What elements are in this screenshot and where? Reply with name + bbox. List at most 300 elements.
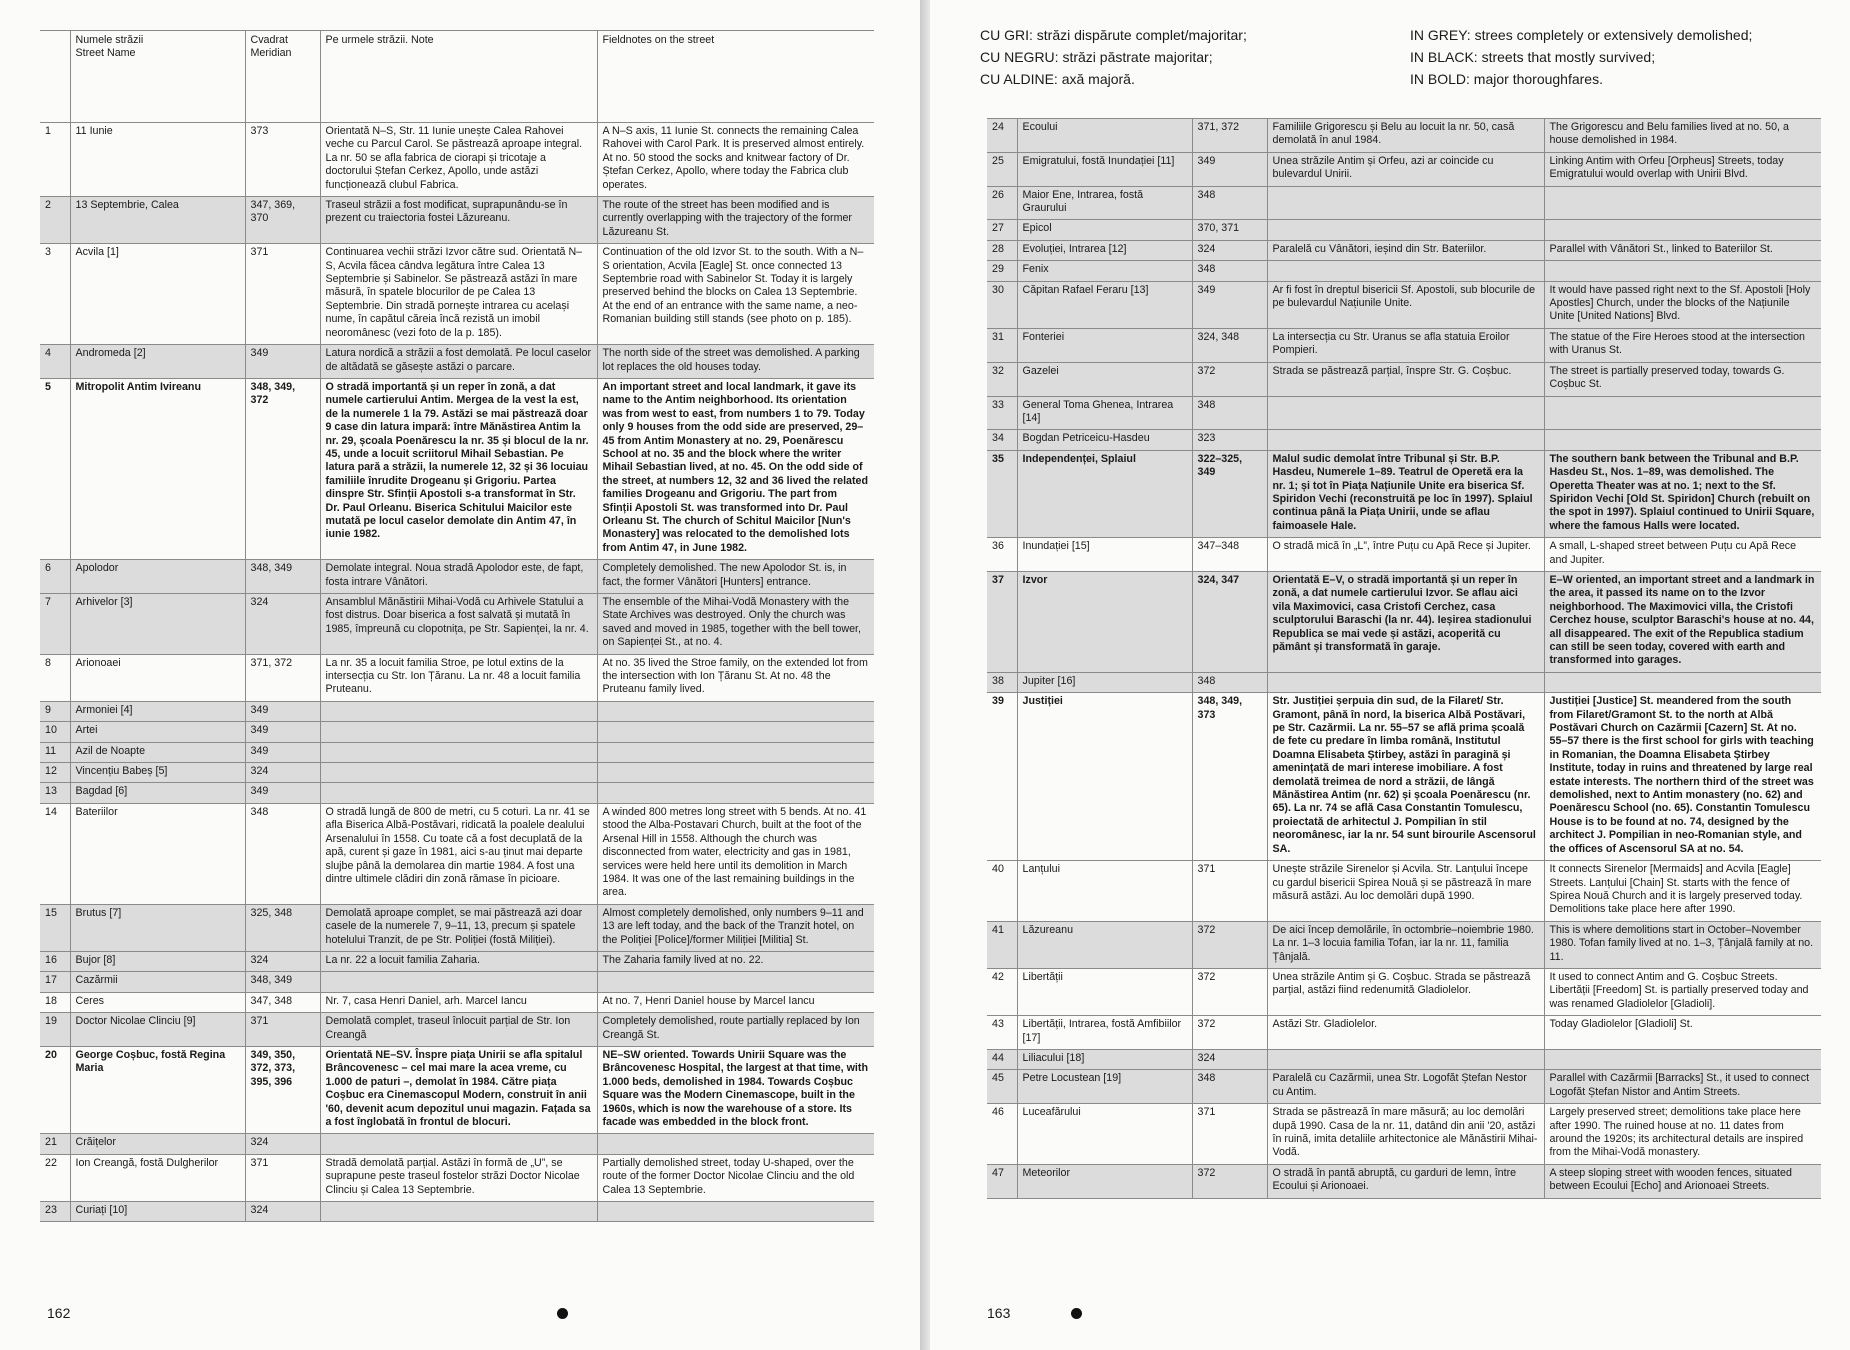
cell-notes-en [597, 763, 874, 783]
legend-line: CU NEGRU: străzi păstrate majoritar; [980, 49, 1213, 65]
cell-square: 348, 349, 372 [245, 378, 320, 559]
cell-notes-en: It connects Sirenelor [Mermaids] and Acvila [Eagle] Streets. Lanțului [Chain] St. starts with the fence of Spirea Nouă Church and it is largely preserved today. Demolitions take place here after 1990. [1544, 861, 1821, 922]
table-row [987, 1049, 1821, 1069]
cell-street-name: Evoluției, Intrarea [12] [1017, 240, 1192, 260]
cell-street-name: Libertății [1017, 968, 1192, 1015]
cell-square: 325, 348 [245, 904, 320, 951]
header-notes-en: Fieldnotes on the street [597, 31, 874, 123]
cell-notes-ro: Demolată aproape complet, se mai păstrează azi doar casele de la numerele 7, 9–11, 13, precum și spatele hotelului Tranzit, de pe Str. Poliției (fostă Miliției). [320, 904, 597, 951]
cell-square: 348 [1192, 261, 1267, 281]
table-row [40, 345, 874, 379]
cell-number: 25 [987, 152, 1017, 186]
cell-notes-en [597, 742, 874, 762]
cell-notes-ro [320, 763, 597, 783]
cell-notes-en: A small, L-shaped street between Puțu cu Apă Rece and Jupiter. [1544, 538, 1821, 572]
cell-number: 41 [987, 921, 1017, 968]
cell-notes-ro [1267, 672, 1544, 692]
table-row [987, 261, 1821, 281]
cell-notes-ro: Traseul străzii a fost modificat, suprapunându-se în prezent cu traiectoria fostei Lăzureanu. [320, 197, 597, 244]
cell-number: 20 [40, 1046, 70, 1133]
table-row [987, 240, 1821, 260]
cell-street-name: Maior Ene, Intrarea, fostă Graurului [1017, 186, 1192, 220]
cell-notes-en [1544, 220, 1821, 240]
cell-notes-en: It used to connect Antim and G. Coșbuc Streets. Libertății [Freedom] St. is partially preserved today and was renamed Gladiolelor [Gladioli]. [1544, 968, 1821, 1015]
street-table-left [40, 30, 874, 1222]
cell-street-name: Ceres [70, 992, 245, 1012]
cell-street-name: Bateriilor [70, 803, 245, 904]
cell-notes-ro [320, 722, 597, 742]
cell-number: 44 [987, 1049, 1017, 1069]
table-row [987, 1104, 1821, 1165]
cell-notes-ro: La intersecția cu Str. Uranus se afla statuia Eroilor Pompieri. [1267, 328, 1544, 362]
cell-number: 19 [40, 1013, 70, 1047]
table-row [987, 152, 1821, 186]
cell-street-name: Epicol [1017, 220, 1192, 240]
page-number: 163 [987, 1305, 1011, 1321]
cell-street-name: Mitropolit Antim Ivireanu [70, 378, 245, 559]
table-row [987, 968, 1821, 1015]
cell-notes-ro [1267, 186, 1544, 220]
cell-street-name: Lanțului [1017, 861, 1192, 922]
cell-number: 21 [40, 1134, 70, 1154]
left-page [0, 0, 920, 1350]
cell-notes-ro: Demolată complet, traseul înlocuit parțial de Str. Ion Creangă [320, 1013, 597, 1047]
street-table-right [987, 118, 1821, 1199]
cell-street-name: Gazelei [1017, 362, 1192, 396]
cell-number: 17 [40, 972, 70, 992]
cell-number: 45 [987, 1070, 1017, 1104]
cell-street-name: Fonteriei [1017, 328, 1192, 362]
cell-notes-ro: Ansamblul Mănăstirii Mihai-Vodă cu Arhivele Statului a fost distrus. Doar biserica a fost salvată și mutată în 1985, împreună cu clopotnița, pe Str. Sapienței, la nr. 4. [320, 594, 597, 655]
table-row [987, 430, 1821, 450]
cell-number: 8 [40, 654, 70, 701]
table-row [40, 244, 874, 345]
cell-street-name: Ecoului [1017, 119, 1192, 153]
cell-notes-en: The ensemble of the Mihai-Vodă Monastery with the State Archives was destroyed. Only the church was saved and moved in 1985, together with the bell tower, on Sapienței St., at no. 4. [597, 594, 874, 655]
cell-square: 371 [245, 1154, 320, 1201]
table-row [987, 281, 1821, 328]
table-row [40, 783, 874, 803]
cell-notes-ro [320, 742, 597, 762]
cell-number: 38 [987, 672, 1017, 692]
cell-number: 16 [40, 951, 70, 971]
legend-line: IN BOLD: major thoroughfares. [1410, 71, 1603, 87]
table-row [987, 328, 1821, 362]
cell-street-name: General Toma Ghenea, Intrarea [14] [1017, 396, 1192, 430]
cell-notes-en: Partially demolished street, today U-shaped, over the route of the former Doctor Nicolae Clinciu and the old Calea 13 Septembrie. [597, 1154, 874, 1201]
cell-number: 42 [987, 968, 1017, 1015]
cell-square: 348 [1192, 186, 1267, 220]
cell-number: 24 [987, 119, 1017, 153]
cell-number: 3 [40, 244, 70, 345]
cell-street-name: Fenix [1017, 261, 1192, 281]
legend-english [1410, 24, 1830, 90]
table-row [987, 1016, 1821, 1050]
cell-notes-ro: Strada se păstrează în mare măsură; au loc demolări după 1990. Casa de la nr. 11, datând din anii '20, astăzi în ruină, imita detaliile arhitectonice ale Mănăstirii Mihai-Vodă. [1267, 1104, 1544, 1165]
cell-notes-en: A N–S axis, 11 Iunie St. connects the remaining Calea Rahovei with Carol Park. It is preserved almost entirely. At no. 50 stood the socks and knitwear factory of Dr. Ștefan Cerkez, Apollo, where today the Fabrica club operates. [597, 123, 874, 197]
table-row [987, 861, 1821, 922]
cell-notes-ro: Familiile Grigorescu și Belu au locuit la nr. 50, casă demolată în anul 1984. [1267, 119, 1544, 153]
cell-square: 324 [1192, 240, 1267, 260]
cell-notes-en: At no. 7, Henri Daniel house by Marcel Iancu [597, 992, 874, 1012]
cell-number: 13 [40, 783, 70, 803]
right-page [930, 0, 1850, 1350]
table-row [987, 396, 1821, 430]
cell-notes-en: It would have passed right next to the Sf. Apostoli [Holy Apostles] Church, under the blocks of the Națiunile Unite [United Nations] Blvd. [1544, 281, 1821, 328]
cell-number: 28 [987, 240, 1017, 260]
cell-square: 349, 350, 372, 373, 395, 396 [245, 1046, 320, 1133]
cell-notes-ro: Str. Justiției șerpuia din sud, de la Filaret/ Str. Gramont, până în nord, la biserica Albă Postăvari, pe Str. Cazărmii. La nr. 55–57 se află prima școală de fete cu predare în limba română, Institutul Doamna Elisabeta Știrbey, astăzi în paragină și amenințată de mari interese imobiliare. A fost demolată treimea de nord a străzii, de lângă Mănăstirea Antim (nr. 62) și școala Poenărescu (nr. 65). La nr. 74 se află Casa Constantin Tomulescu, proiectată de arhitectul J. Pompilian în stil neoromânesc, iar la nr. 54 sunt birourile Ascensorul SA. [1267, 693, 1544, 861]
cell-square: 348, 349 [245, 560, 320, 594]
cell-square: 322–325, 349 [1192, 450, 1267, 537]
cell-square: 348 [1192, 1070, 1267, 1104]
table-row [40, 197, 874, 244]
cell-street-name: Inundației [15] [1017, 538, 1192, 572]
cell-square: 349 [245, 701, 320, 721]
cell-number: 47 [987, 1164, 1017, 1198]
cell-notes-ro: Paralelă cu Cazărmii, unea Str. Logofăt Ștefan Nestor cu Antim. [1267, 1070, 1544, 1104]
cell-number: 40 [987, 861, 1017, 922]
cell-notes-en [1544, 396, 1821, 430]
cell-notes-ro: O stradă în pantă abruptă, cu garduri de lemn, între Ecoului și Arionoaei. [1267, 1164, 1544, 1198]
cell-street-name: Andromeda [2] [70, 345, 245, 379]
cell-notes-ro: Latura nordică a străzii a fost demolată. Pe locul caselor de altădată se găsește astăzi o parcare. [320, 345, 597, 379]
cell-square: 371 [245, 1013, 320, 1047]
cell-square: 372 [1192, 921, 1267, 968]
table-row [987, 1164, 1821, 1198]
cell-notes-ro [1267, 1049, 1544, 1069]
cell-square: 349 [245, 722, 320, 742]
cell-street-name: 13 Septembrie, Calea [70, 197, 245, 244]
cell-square: 347–348 [1192, 538, 1267, 572]
cell-square: 371, 372 [245, 654, 320, 701]
cell-square: 324 [245, 763, 320, 783]
cell-street-name: Justiției [1017, 693, 1192, 861]
cell-square: 324 [245, 1202, 320, 1222]
cell-notes-ro: Strada se păstrează parțial, înspre Str. G. Coșbuc. [1267, 362, 1544, 396]
cell-notes-ro: Astăzi Str. Gladiolelor. [1267, 1016, 1544, 1050]
cell-notes-en: The street is partially preserved today, towards G. Coșbuc St. [1544, 362, 1821, 396]
cell-square: 349 [1192, 281, 1267, 328]
cell-street-name: Libertății, Intrarea, fostă Amfibiilor [17] [1017, 1016, 1192, 1050]
cell-notes-en: E–W oriented, an important street and a landmark in the area, it passed its name on to the Izvor neighborhood. The Maximovici villa, the Cristofi Cerchez house, sculptor Baraschi's house at no. 44, all disappeared. The exit of the Republica stadium can still be seen today, covered with earth and transformed into garages. [1544, 571, 1821, 672]
table-row [987, 693, 1821, 861]
legend-line: CU ALDINE: axă majoră. [980, 71, 1135, 87]
cell-street-name: Petre Locustean [19] [1017, 1070, 1192, 1104]
cell-square: 324 [245, 1134, 320, 1154]
cell-notes-en: Almost completely demolished, only numbers 9–11 and 13 are left today, and the back of the Tranzit hotel, on the Poliției [Police]/former Miliției [Militia] St. [597, 904, 874, 951]
cell-number: 39 [987, 693, 1017, 861]
cell-notes-en [597, 722, 874, 742]
cell-street-name: Meteorilor [1017, 1164, 1192, 1198]
cell-number: 9 [40, 701, 70, 721]
cell-notes-en [597, 1134, 874, 1154]
cell-notes-ro [320, 1202, 597, 1222]
cell-street-name: Independenței, Splaiul [1017, 450, 1192, 537]
cell-number: 15 [40, 904, 70, 951]
cell-number: 11 [40, 742, 70, 762]
cell-square: 324 [1192, 1049, 1267, 1069]
cell-notes-ro: O stradă importantă și un reper în zonă, a dat numele cartierului Antim. Mergea de la vest la est, de la numerele 1 la 79. Astăzi se mai păstrează doar 9 case din latura impară: între Mănăstirea Antim la nr. 29, școala Poenărescu la nr. 35 și blocul de la nr. 45, unde a locuit scriitorul Mihail Sebastian. Pe latura pară a străzii, la numerele 12, 32 și 36 locuiau familiile înrudite Drogeanu și Grigoriu. Partea dinspre Str. Sfinții Apostoli s-a transformat în Str. Dr. Paul Orleanu. Biserica Schitului Maicilor este mutată pe locul caselor demolate din Antim 47, în iunie 1982. [320, 378, 597, 559]
cell-number: 37 [987, 571, 1017, 672]
book-gutter [920, 0, 930, 1350]
cell-notes-ro: O stradă mică în „L”, între Puțu cu Apă Rece și Jupiter. [1267, 538, 1544, 572]
table-row [40, 904, 874, 951]
cell-notes-en: Parallel with Cazărmii [Barracks] St., it used to connect Logofăt Ștefan Nistor and Antim Streets. [1544, 1070, 1821, 1104]
cell-notes-ro [1267, 396, 1544, 430]
cell-square: 372 [1192, 1016, 1267, 1050]
cell-square: 323 [1192, 430, 1267, 450]
cell-notes-en [1544, 672, 1821, 692]
table-row [40, 1013, 874, 1047]
cell-notes-en: The statue of the Fire Heroes stood at the intersection with Uranus St. [1544, 328, 1821, 362]
cell-notes-ro: La nr. 22 a locuit familia Zaharia. [320, 951, 597, 971]
cell-square: 349 [245, 345, 320, 379]
cell-notes-ro: Unea străzile Antim și Orfeu, azi ar coincide cu bulevardul Unirii. [1267, 152, 1544, 186]
cell-notes-en [1544, 1049, 1821, 1069]
header-square: Cvadrat Meridian [245, 31, 320, 123]
cell-street-name: Bogdan Petriceicu-Hasdeu [1017, 430, 1192, 450]
table-row [40, 742, 874, 762]
table-row [987, 1070, 1821, 1104]
cell-number: 22 [40, 1154, 70, 1201]
cell-notes-en: The Grigorescu and Belu families lived at no. 50, a house demolished in 1984. [1544, 119, 1821, 153]
table-row [40, 722, 874, 742]
cell-number: 5 [40, 378, 70, 559]
cell-street-name: Artei [70, 722, 245, 742]
cell-notes-en [597, 1202, 874, 1222]
cell-notes-en [1544, 186, 1821, 220]
cell-number: 29 [987, 261, 1017, 281]
cell-number: 46 [987, 1104, 1017, 1165]
cell-notes-ro: Orientată N–S, Str. 11 Iunie unește Calea Rahovei veche cu Parcul Carol. Se păstrează aproape integral. La nr. 50 se afla fabrica de ciorapi și tricotaje a doctorului Ștefan Cerkez, Apollo, unde astăzi funcționează clubul Fabrica. [320, 123, 597, 197]
cell-notes-ro: Nr. 7, casa Henri Daniel, arh. Marcel Iancu [320, 992, 597, 1012]
cell-notes-ro [320, 1134, 597, 1154]
cell-street-name: Curiați [10] [70, 1202, 245, 1222]
header-street-name: Numele străzii Street Name [70, 31, 245, 123]
cell-square: 324 [245, 594, 320, 655]
cell-notes-en [597, 972, 874, 992]
cell-number: 14 [40, 803, 70, 904]
table-row [987, 450, 1821, 537]
table-row [987, 672, 1821, 692]
cell-notes-ro: O stradă lungă de 800 de metri, cu 5 coturi. La nr. 41 se afla Biserica Albă-Postăvari, ridicată la poalele dealului Arsenalului în 1558. Cu toate că a fost decuplată de la apă, curent și gaze în 1981, aici s-au ținut mai departe slujbe până la demolarea din martie 1984. A fost una dintre ultimele clădiri din zonă rămase în picioare. [320, 803, 597, 904]
table-row [987, 119, 1821, 153]
cell-notes-en: An important street and local landmark, it gave its name to the Antim neighborhood. Its orientation was from west to east, from numbers 1 to 79. Today only 9 houses from the odd side are preserved, 29–45 from Antim Monastery at no. 29, Poenărescu School at no. 35 and the block where the writer Mihail Sebastian lived, at no. 45. On the odd side of the street, at numbers 12, 32 and 36 lived the related families Drogeanu and Grigoriu. The part from Sfinții Apostoli St. was transformed into Dr. Paul Orleanu St. The church of Schitul Maicilor [Nun's Monastery] was relocated to the demolished lots from Antim 47, in June 1982. [597, 378, 874, 559]
table-row [40, 594, 874, 655]
cell-square: 371 [1192, 1104, 1267, 1165]
cell-square: 348 [245, 803, 320, 904]
page-dot-icon [1071, 1308, 1082, 1319]
table-row [987, 921, 1821, 968]
cell-notes-en: Largely preserved street; demolitions take place here after 1990. The ruined house at no. 11 dates from around the 1920s; its architectural details are inspired from the Mihai-Vodă monastery. [1544, 1104, 1821, 1165]
cell-notes-ro: Orientată NE–SV. Înspre piața Unirii se afla spitalul Brâncovenesc – cel mai mare la acea vreme, cu 1.000 de paturi –, demolat în 1984. Către piața Coșbuc era Cinemascopul Modern, construit în anii '60, devenit acum depozitul unui magazin. Fațada sa a fost înglobată în frontul de blocuri. [320, 1046, 597, 1133]
cell-street-name: Bujor [8] [70, 951, 245, 971]
cell-number: 6 [40, 560, 70, 594]
cell-notes-ro [1267, 430, 1544, 450]
table-row [40, 951, 874, 971]
cell-number: 31 [987, 328, 1017, 362]
cell-number: 35 [987, 450, 1017, 537]
header-nr [40, 31, 70, 123]
cell-square: 370, 371 [1192, 220, 1267, 240]
cell-square: 372 [1192, 968, 1267, 1015]
cell-street-name: Apolodor [70, 560, 245, 594]
cell-notes-en: The southern bank between the Tribunal and B.P. Hasdeu St., Nos. 1–89, was demolished. The Operetta Theater was at no. 1; next to the Sf. Spiridon Vechi [Old St. Spiridon] Church (rebuilt on the spot in 1997). Splaiul continued to Unirii Square, where the famous Halls were located. [1544, 450, 1821, 537]
cell-number: 4 [40, 345, 70, 379]
table-row [40, 1202, 874, 1222]
cell-notes-en [597, 701, 874, 721]
table-row [40, 654, 874, 701]
cell-street-name: Căpitan Rafael Feraru [13] [1017, 281, 1192, 328]
table-row [987, 362, 1821, 396]
table-row [40, 992, 874, 1012]
cell-number: 10 [40, 722, 70, 742]
cell-street-name: Brutus [7] [70, 904, 245, 951]
table-row [40, 763, 874, 783]
table-row [987, 186, 1821, 220]
cell-notes-en: This is where demolitions start in October–November 1980. Tofan family lived at no. 1–3, Țânjală family at no. 11. [1544, 921, 1821, 968]
cell-street-name: Armoniei [4] [70, 701, 245, 721]
cell-notes-en: The Zaharia family lived at no. 22. [597, 951, 874, 971]
cell-number: 1 [40, 123, 70, 197]
cell-street-name: 11 Iunie [70, 123, 245, 197]
cell-square: 348, 349 [245, 972, 320, 992]
cell-number: 7 [40, 594, 70, 655]
table-body-left [40, 123, 874, 1222]
cell-square: 324, 347 [1192, 571, 1267, 672]
cell-number: 34 [987, 430, 1017, 450]
table-row [40, 378, 874, 559]
cell-notes-en: Linking Antim with Orfeu [Orpheus] Streets, today Emigratului would overlap with Unirii Blvd. [1544, 152, 1821, 186]
cell-notes-ro: Demolate integral. Noua stradă Apolodor este, de fapt, fosta intrare Vânători. [320, 560, 597, 594]
cell-square: 347, 369, 370 [245, 197, 320, 244]
cell-street-name: Liliacului [18] [1017, 1049, 1192, 1069]
cell-street-name: George Coșbuc, fostă Regina Maria [70, 1046, 245, 1133]
cell-street-name: Azil de Noapte [70, 742, 245, 762]
table-row [40, 803, 874, 904]
table-row [40, 560, 874, 594]
cell-square: 349 [245, 783, 320, 803]
table-header [40, 31, 874, 123]
header-notes-ro: Pe urmele străzii. Note [320, 31, 597, 123]
page-dot-icon [557, 1308, 568, 1319]
cell-notes-en: Parallel with Vânători St., linked to Bateriilor St. [1544, 240, 1821, 260]
cell-notes-en [597, 783, 874, 803]
cell-street-name: Arhivelor [3] [70, 594, 245, 655]
cell-street-name: Bagdad [6] [70, 783, 245, 803]
cell-square: 371 [245, 244, 320, 345]
cell-number: 43 [987, 1016, 1017, 1050]
cell-notes-ro [320, 701, 597, 721]
cell-square: 372 [1192, 362, 1267, 396]
cell-street-name: Crăițelor [70, 1134, 245, 1154]
cell-notes-en: The route of the street has been modified and is currently overlapping with the trajectory of the former Lăzureanu St. [597, 197, 874, 244]
cell-notes-ro: Unea străzile Antim și G. Coșbuc. Strada se păstrează parțial, astăzi fiind redenumită Gladiolelor. [1267, 968, 1544, 1015]
cell-notes-ro: La nr. 35 a locuit familia Stroe, pe lotul extins de la intersecția cu Str. Ion Țăranu. La nr. 48 a locuit familia Pruteanu. [320, 654, 597, 701]
cell-notes-ro [320, 972, 597, 992]
cell-street-name: Acvila [1] [70, 244, 245, 345]
cell-number: 2 [40, 197, 70, 244]
cell-square: 373 [245, 123, 320, 197]
table-row [40, 972, 874, 992]
cell-notes-ro: De aici încep demolările, în octombrie–noiembrie 1980. La nr. 1–3 locuia familia Tofan, iar la nr. 11, familia Țânjală. [1267, 921, 1544, 968]
cell-notes-en: A winded 800 metres long street with 5 bends. At no. 41 stood the Alba-Postavari Church, built at the foot of the Arsenal Hill in 1558. Although the church was disconnected from water, electricity and gas in 1981, services were held here until its demolition in March 1984. It was one of the last remaining buildings in the area. [597, 803, 874, 904]
table-row [40, 1154, 874, 1201]
cell-number: 36 [987, 538, 1017, 572]
cell-square: 324 [245, 951, 320, 971]
legend-line: IN BLACK: streets that mostly survived; [1410, 49, 1656, 65]
table-row [987, 538, 1821, 572]
page-number: 162 [47, 1305, 71, 1321]
cell-notes-en: At no. 35 lived the Stroe family, on the extended lot from the intersection with Ion Țăranu St. At no. 48 the Pruteanu family lived. [597, 654, 874, 701]
cell-number: 33 [987, 396, 1017, 430]
cell-notes-ro [1267, 220, 1544, 240]
cell-notes-ro: Unește străzile Sirenelor și Acvila. Str. Lanțului începe cu gardul bisericii Spirea Nouă și se păstrează în mare măsură astăzi. Au loc demolări după 1990. [1267, 861, 1544, 922]
cell-notes-en: A steep sloping street with wooden fences, situated between Ecoului [Echo] and Arionoaei Streets. [1544, 1164, 1821, 1198]
cell-notes-ro: Stradă demolată parțial. Astăzi în formă de „U”, se suprapune peste traseul fostelor străzi Doctor Nicolae Clinciu și Calea 13 Septembrie. [320, 1154, 597, 1201]
cell-street-name: Ion Creangă, fostă Dulgherilor [70, 1154, 245, 1201]
table-row [40, 1134, 874, 1154]
table-row [987, 571, 1821, 672]
cell-notes-en: Today Gladiolelor [Gladioli] St. [1544, 1016, 1821, 1050]
cell-notes-ro: Malul sudic demolat între Tribunal și Str. B.P. Hasdeu, Numerele 1–89. Teatrul de Operetă era la nr. 1; și tot în Piața Națiunile Unite era biserica Sf. Spiridon Vechi (reconstruită pe loc în 1997). Splaiul continua până la Piața Unirii, unde se aflau faimoasele Hale. [1267, 450, 1544, 537]
cell-notes-ro: Orientată E–V, o stradă importantă și un reper în zonă, a dat numele cartierului Izvor. Se aflau aici vila Maximovici, casa Cristofi Cerchez, casa sculptorului Baraschi (la nr. 44). Ieșirea stadionului Republica se mai vede și astăzi, acoperită cu pământ și transformată în garaje. [1267, 571, 1544, 672]
table-row [987, 220, 1821, 240]
cell-street-name: Arionoaei [70, 654, 245, 701]
cell-notes-ro: Ar fi fost în dreptul bisericii Sf. Apostoli, sub blocurile de pe bulevardul Națiunile Unite. [1267, 281, 1544, 328]
table-row [40, 701, 874, 721]
legend-line: CU GRI: străzi dispărute complet/majoritar; [980, 27, 1247, 43]
cell-square: 349 [1192, 152, 1267, 186]
cell-number: 32 [987, 362, 1017, 396]
cell-notes-ro: Paralelă cu Vânători, ieșind din Str. Bateriilor. [1267, 240, 1544, 260]
cell-notes-en: The north side of the street was demolished. A parking lot replaces the old houses today. [597, 345, 874, 379]
cell-notes-en: Completely demolished, route partially replaced by Ion Creangă St. [597, 1013, 874, 1047]
cell-square: 324, 348 [1192, 328, 1267, 362]
cell-number: 30 [987, 281, 1017, 328]
legend-line: IN GREY: strees completely or extensively demolished; [1410, 27, 1753, 43]
cell-notes-en [1544, 430, 1821, 450]
cell-square: 348, 349, 373 [1192, 693, 1267, 861]
cell-notes-en: Continuation of the old Izvor St. to the south. With a N–S orientation, Acvila [Eagle] St. once connected 13 Septembrie road with Sabinelor St. Today it is largely preserved behind the blocks on Calea 13 Septembrie. At the end of an entrance with the same name, a neo-Romanian building still stands (see photo on p. 185). [597, 244, 874, 345]
cell-square: 348 [1192, 672, 1267, 692]
table-row [40, 1046, 874, 1133]
cell-square: 349 [245, 742, 320, 762]
cell-notes-en [1544, 261, 1821, 281]
cell-notes-ro: Continuarea vechii străzi Izvor către sud. Orientată N–S, Acvila făcea cândva legătura între Calea 13 Septembrie și Sabinelor. Se păstrează astăzi în mare măsură, în spatele blocurilor de pe Calea 13 Septembrie. Din stradă pornește intrarea cu același nume, în capătul căreia încă rezistă un imobil neoromânesc (vezi foto de la p. 185). [320, 244, 597, 345]
cell-street-name: Cazărmii [70, 972, 245, 992]
table-body-right [987, 119, 1821, 1199]
cell-street-name: Lăzureanu [1017, 921, 1192, 968]
cell-street-name: Jupiter [16] [1017, 672, 1192, 692]
cell-notes-en: Justiției [Justice] St. meandered from the south from Filaret/Gramont St. to the north at Albă Postăvari Church on Cazărmii [Cazern] St. At no. 55–57 there is the first school for girls with teaching in Romanian, the Doamna Elisabeta Știrbey Institute, today in ruins and threatened by large real estate interests. The northern third of the street was demolished, next to Antim monastery (no. 62) and Poenărescu School (no. 65). Constantin Tomulescu House is to be found at no. 74, designed by the architect J. Pompilian in neo-Romanian style, and the offices of Ascensorul SA at no. 54. [1544, 693, 1821, 861]
cell-number: 27 [987, 220, 1017, 240]
cell-square: 348 [1192, 396, 1267, 430]
table-row [40, 123, 874, 197]
cell-square: 347, 348 [245, 992, 320, 1012]
cell-street-name: Luceafărului [1017, 1104, 1192, 1165]
cell-street-name: Emigratului, fostă Inundației [11] [1017, 152, 1192, 186]
cell-notes-ro [1267, 261, 1544, 281]
cell-street-name: Doctor Nicolae Clinciu [9] [70, 1013, 245, 1047]
cell-street-name: Izvor [1017, 571, 1192, 672]
cell-notes-en: Completely demolished. The new Apolodor St. is, in fact, the former Vânători [Hunters] entrance. [597, 560, 874, 594]
cell-notes-en: NE–SW oriented. Towards Unirii Square was the Brâncovenesc Hospital, the largest at that time, with 1.000 beds, demolished in 1984. Towards Coșbuc Square was the Modern Cinemascope, built in the 1960s, which is now the warehouse of a store. Its facade was embedded in the block front. [597, 1046, 874, 1133]
cell-number: 12 [40, 763, 70, 783]
cell-notes-ro [320, 783, 597, 803]
cell-number: 23 [40, 1202, 70, 1222]
